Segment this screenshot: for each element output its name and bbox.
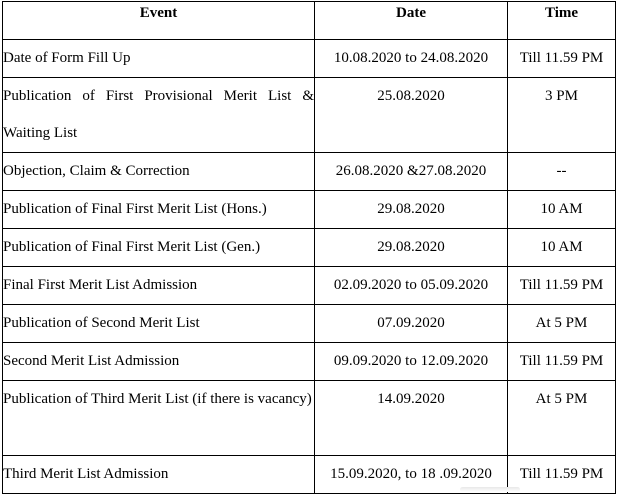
time-cell: At 5 PM [508, 305, 616, 343]
table-row [3, 305, 616, 343]
header-time: Time [508, 2, 616, 40]
date-cell: 07.09.2020 [315, 305, 508, 343]
event-cell: Publication of Final First Merit List (Gen.) [3, 229, 315, 267]
event-cell: Objection, Claim & Correction [3, 153, 315, 191]
event-cell: Publication of Third Merit List (if there is vacancy) [3, 381, 315, 456]
date-cell: 29.08.2020 [315, 191, 508, 229]
event-cell: Publication of First Provisional Merit List & Waiting List [3, 78, 315, 153]
table-row [3, 456, 616, 494]
event-cell: Date of Form Fill Up [3, 40, 315, 78]
date-cell: 25.08.2020 [315, 78, 508, 153]
table-row [3, 267, 616, 305]
table-row [3, 381, 616, 456]
date-cell: 14.09.2020 [315, 381, 508, 456]
date-cell: 26.08.2020 &27.08.2020 [315, 153, 508, 191]
event-cell: Second Merit List Admission [3, 343, 315, 381]
time-cell: Till 11.59 PM [508, 456, 616, 494]
time-cell: Till 11.59 PM [508, 40, 616, 78]
event-cell: Final First Merit List Admission [3, 267, 315, 305]
admission-schedule-table [2, 1, 616, 494]
date-cell: 10.08.2020 to 24.08.2020 [315, 40, 508, 78]
time-cell: At 5 PM [508, 381, 616, 456]
date-cell: 15.09.2020, to 18 .09.2020 [315, 456, 508, 494]
event-cell: Publication of Second Merit List [3, 305, 315, 343]
time-cell: Till 11.59 PM [508, 343, 616, 381]
date-cell: 02.09.2020 to 05.09.2020 [315, 267, 508, 305]
table-header-row [3, 2, 616, 40]
time-cell: 10 AM [508, 191, 616, 229]
header-date: Date [315, 2, 508, 40]
table-row [3, 153, 616, 191]
page-edge-shadow [460, 487, 520, 492]
event-cell: Publication of Final First Merit List (Hons.) [3, 191, 315, 229]
time-cell: -- [508, 153, 616, 191]
date-cell: 09.09.2020 to 12.09.2020 [315, 343, 508, 381]
table-row [3, 343, 616, 381]
table-row [3, 78, 616, 153]
time-cell: Till 11.59 PM [508, 267, 616, 305]
event-cell: Third Merit List Admission [3, 456, 315, 494]
table-row [3, 229, 616, 267]
time-cell: 10 AM [508, 229, 616, 267]
table-row [3, 40, 616, 78]
header-event: Event [3, 2, 315, 40]
date-cell: 29.08.2020 [315, 229, 508, 267]
table-row [3, 191, 616, 229]
time-cell: 3 PM [508, 78, 616, 153]
